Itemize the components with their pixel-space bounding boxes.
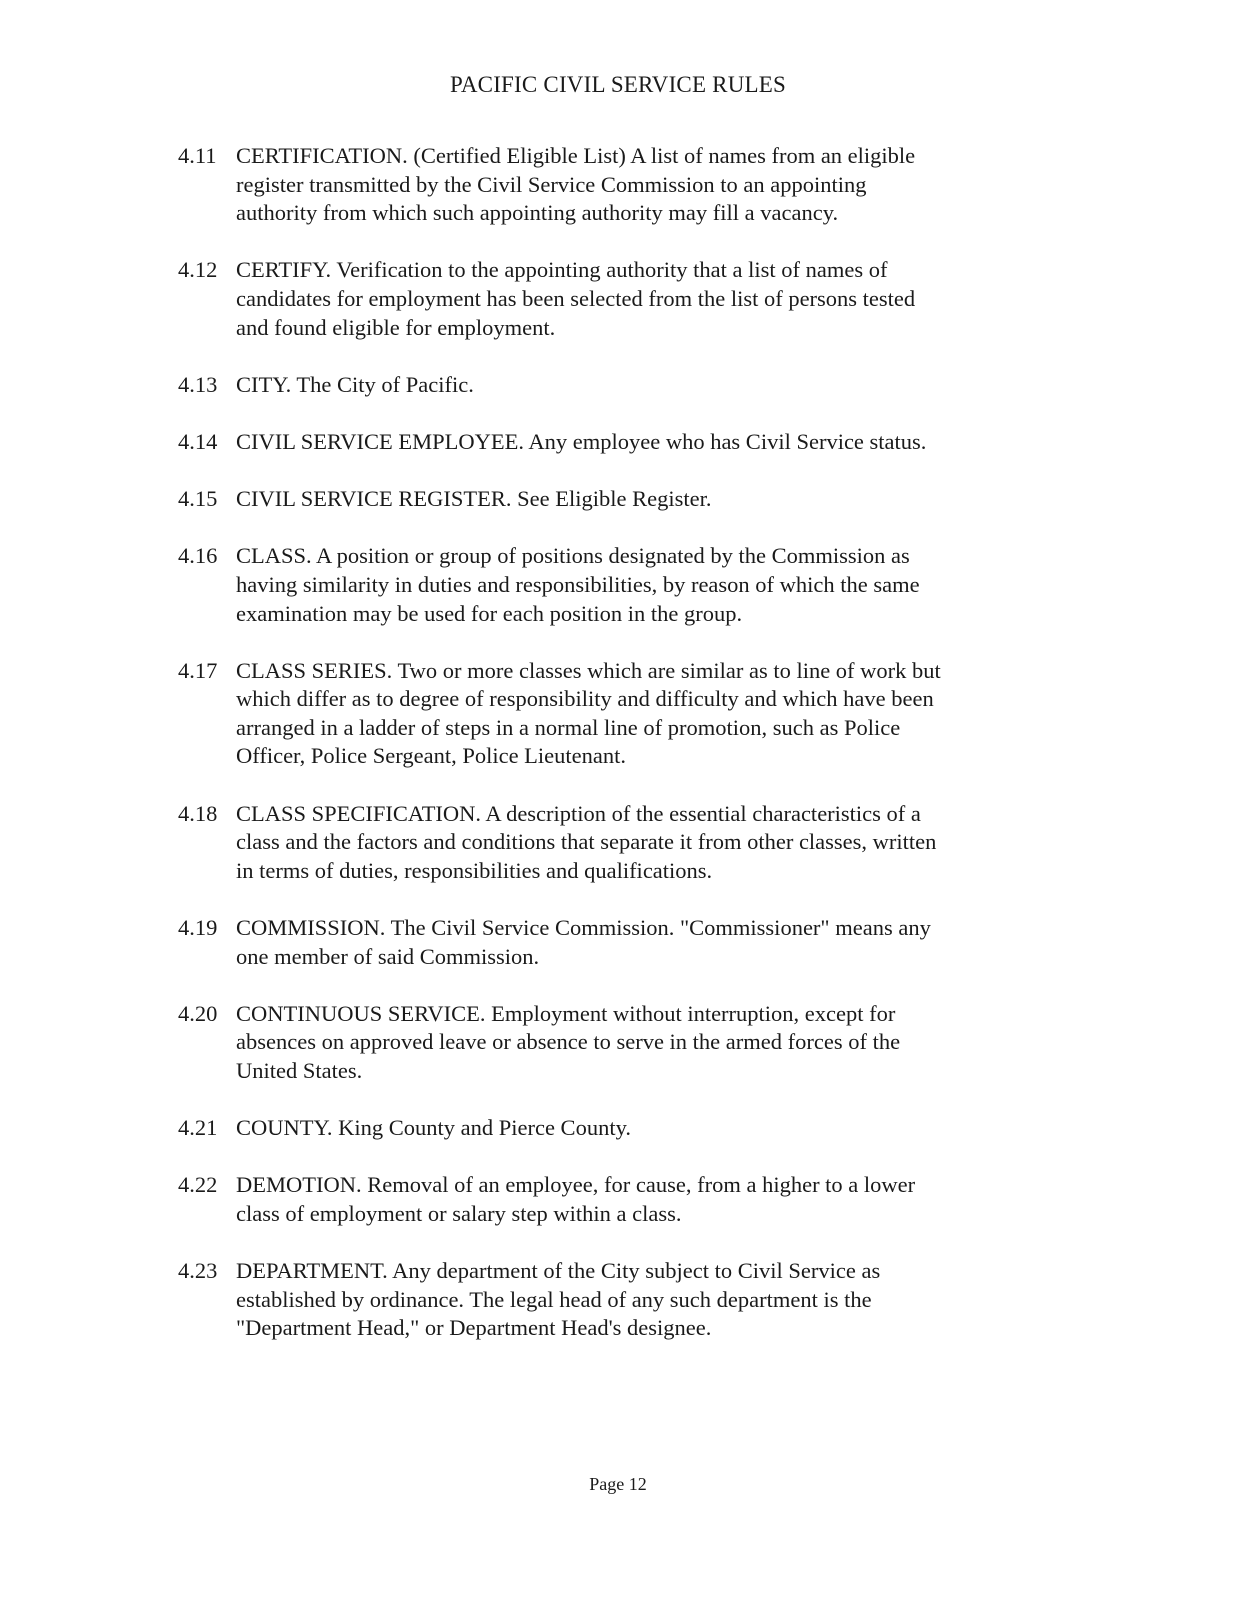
text-line: CLASS SPECIFICATION. A description of the essential characteristics of a [236, 800, 921, 826]
definition-text [236, 1257, 1118, 1343]
page-title: PACIFIC CIVIL SERVICE RULES [449, 72, 787, 97]
text-line: authority from which such appointing authority may fill a vacancy. [236, 200, 839, 226]
text-line: arranged in a ladder of steps in a normal line of promotion, such as Police [236, 714, 901, 740]
text-line: class of employment or salary step within a class. [236, 1200, 682, 1226]
definition-text [236, 142, 1118, 228]
text-line: one member of said Commission. [236, 943, 540, 969]
text-line: having similarity in duties and responsibilities, by reason of which the same [236, 571, 920, 597]
text-line: CITY. The City of Pacific. [236, 371, 474, 397]
definition-item [178, 542, 1118, 628]
definition-item [178, 657, 1118, 771]
text-line: established by ordinance. The legal head of any such department is the [236, 1286, 872, 1312]
section-number: 4.12 [178, 257, 218, 283]
definition-item [178, 1171, 1118, 1228]
text-line: CERTIFICATION. (Certified Eligible List) A list of names from an eligible [236, 143, 916, 168]
text-line: DEMOTION. Removal of an employee, for cause, from a higher to a lower [236, 1172, 916, 1198]
definition-item [178, 256, 1118, 342]
definition-text [236, 371, 1118, 400]
definition-text [236, 800, 1118, 886]
definition-item [178, 485, 1118, 514]
text-line: COMMISSION. The Civil Service Commission. "Commissioner" means any [236, 915, 931, 941]
text-line: DEPARTMENT. Any department of the City subject to Civil Service as [236, 1258, 881, 1284]
definition-text [236, 542, 1118, 628]
text-line: and found eligible for employment. [236, 314, 556, 340]
section-number: 4.17 [178, 657, 218, 683]
section-number: 4.22 [178, 1172, 218, 1198]
definition-item [178, 371, 1118, 400]
definition-item [178, 1114, 1118, 1143]
text-line: CIVIL SERVICE REGISTER. See Eligible Register. [236, 486, 712, 512]
definition-item [178, 800, 1118, 886]
section-number: 4.21 [178, 1115, 218, 1141]
section-number: 4.18 [178, 800, 218, 826]
definition-item [178, 914, 1118, 971]
definition-text [236, 657, 1118, 771]
section-number: 4.13 [178, 371, 218, 397]
definition-item [178, 428, 1118, 457]
text-line: which differ as to degree of responsibility and difficulty and which have been [236, 686, 934, 712]
definition-text [236, 1171, 1118, 1228]
definition-text [236, 914, 1118, 971]
text-line: CONTINUOUS SERVICE. Employment without interruption, except for [236, 1000, 896, 1026]
section-number: 4.16 [178, 543, 218, 569]
section-number: 4.14 [178, 428, 218, 454]
definitions-list [178, 142, 1118, 1372]
text-line: Officer, Police Sergeant, Police Lieutenant. [236, 743, 627, 769]
definition-text [236, 1000, 1118, 1086]
section-number: 4.11 [178, 143, 217, 168]
text-line: CIVIL SERVICE EMPLOYEE. Any employee who has Civil Service status. [236, 428, 927, 454]
text-line: in terms of duties, responsibilities and qualifications. [236, 857, 713, 883]
section-number: 4.19 [178, 915, 218, 941]
text-line: CERTIFY. Verification to the appointing authority that a list of names of [236, 257, 888, 283]
text-line: examination may be used for each position in the group. [236, 600, 743, 626]
section-number: 4.15 [178, 486, 218, 512]
definition-item [178, 1257, 1118, 1343]
text-line: COUNTY. King County and Pierce County. [236, 1115, 631, 1141]
definition-text [236, 256, 1118, 342]
definition-text [236, 1114, 1118, 1143]
text-line: class and the factors and conditions that separate it from other classes, written [236, 829, 937, 855]
section-number: 4.23 [178, 1258, 218, 1284]
text-line: register transmitted by the Civil Service Commission to an appointing [236, 171, 867, 197]
definition-item [178, 142, 1118, 228]
section-number: 4.20 [178, 1000, 218, 1026]
text-line: candidates for employment has been selected from the list of persons tested [236, 285, 916, 311]
page-number: Page 12 [589, 1474, 647, 1494]
definition-text [236, 428, 1118, 457]
definition-text [236, 485, 1118, 514]
text-line: absences on approved leave or absence to serve in the armed forces of the [236, 1029, 901, 1055]
text-line: CLASS SERIES. Two or more classes which are similar as to line of work but [236, 657, 941, 683]
definition-item [178, 1000, 1118, 1086]
text-line: CLASS. A position or group of positions designated by the Commission as [236, 543, 910, 569]
text-line: "Department Head," or Department Head's designee. [236, 1315, 712, 1341]
text-line: United States. [236, 1058, 363, 1083]
